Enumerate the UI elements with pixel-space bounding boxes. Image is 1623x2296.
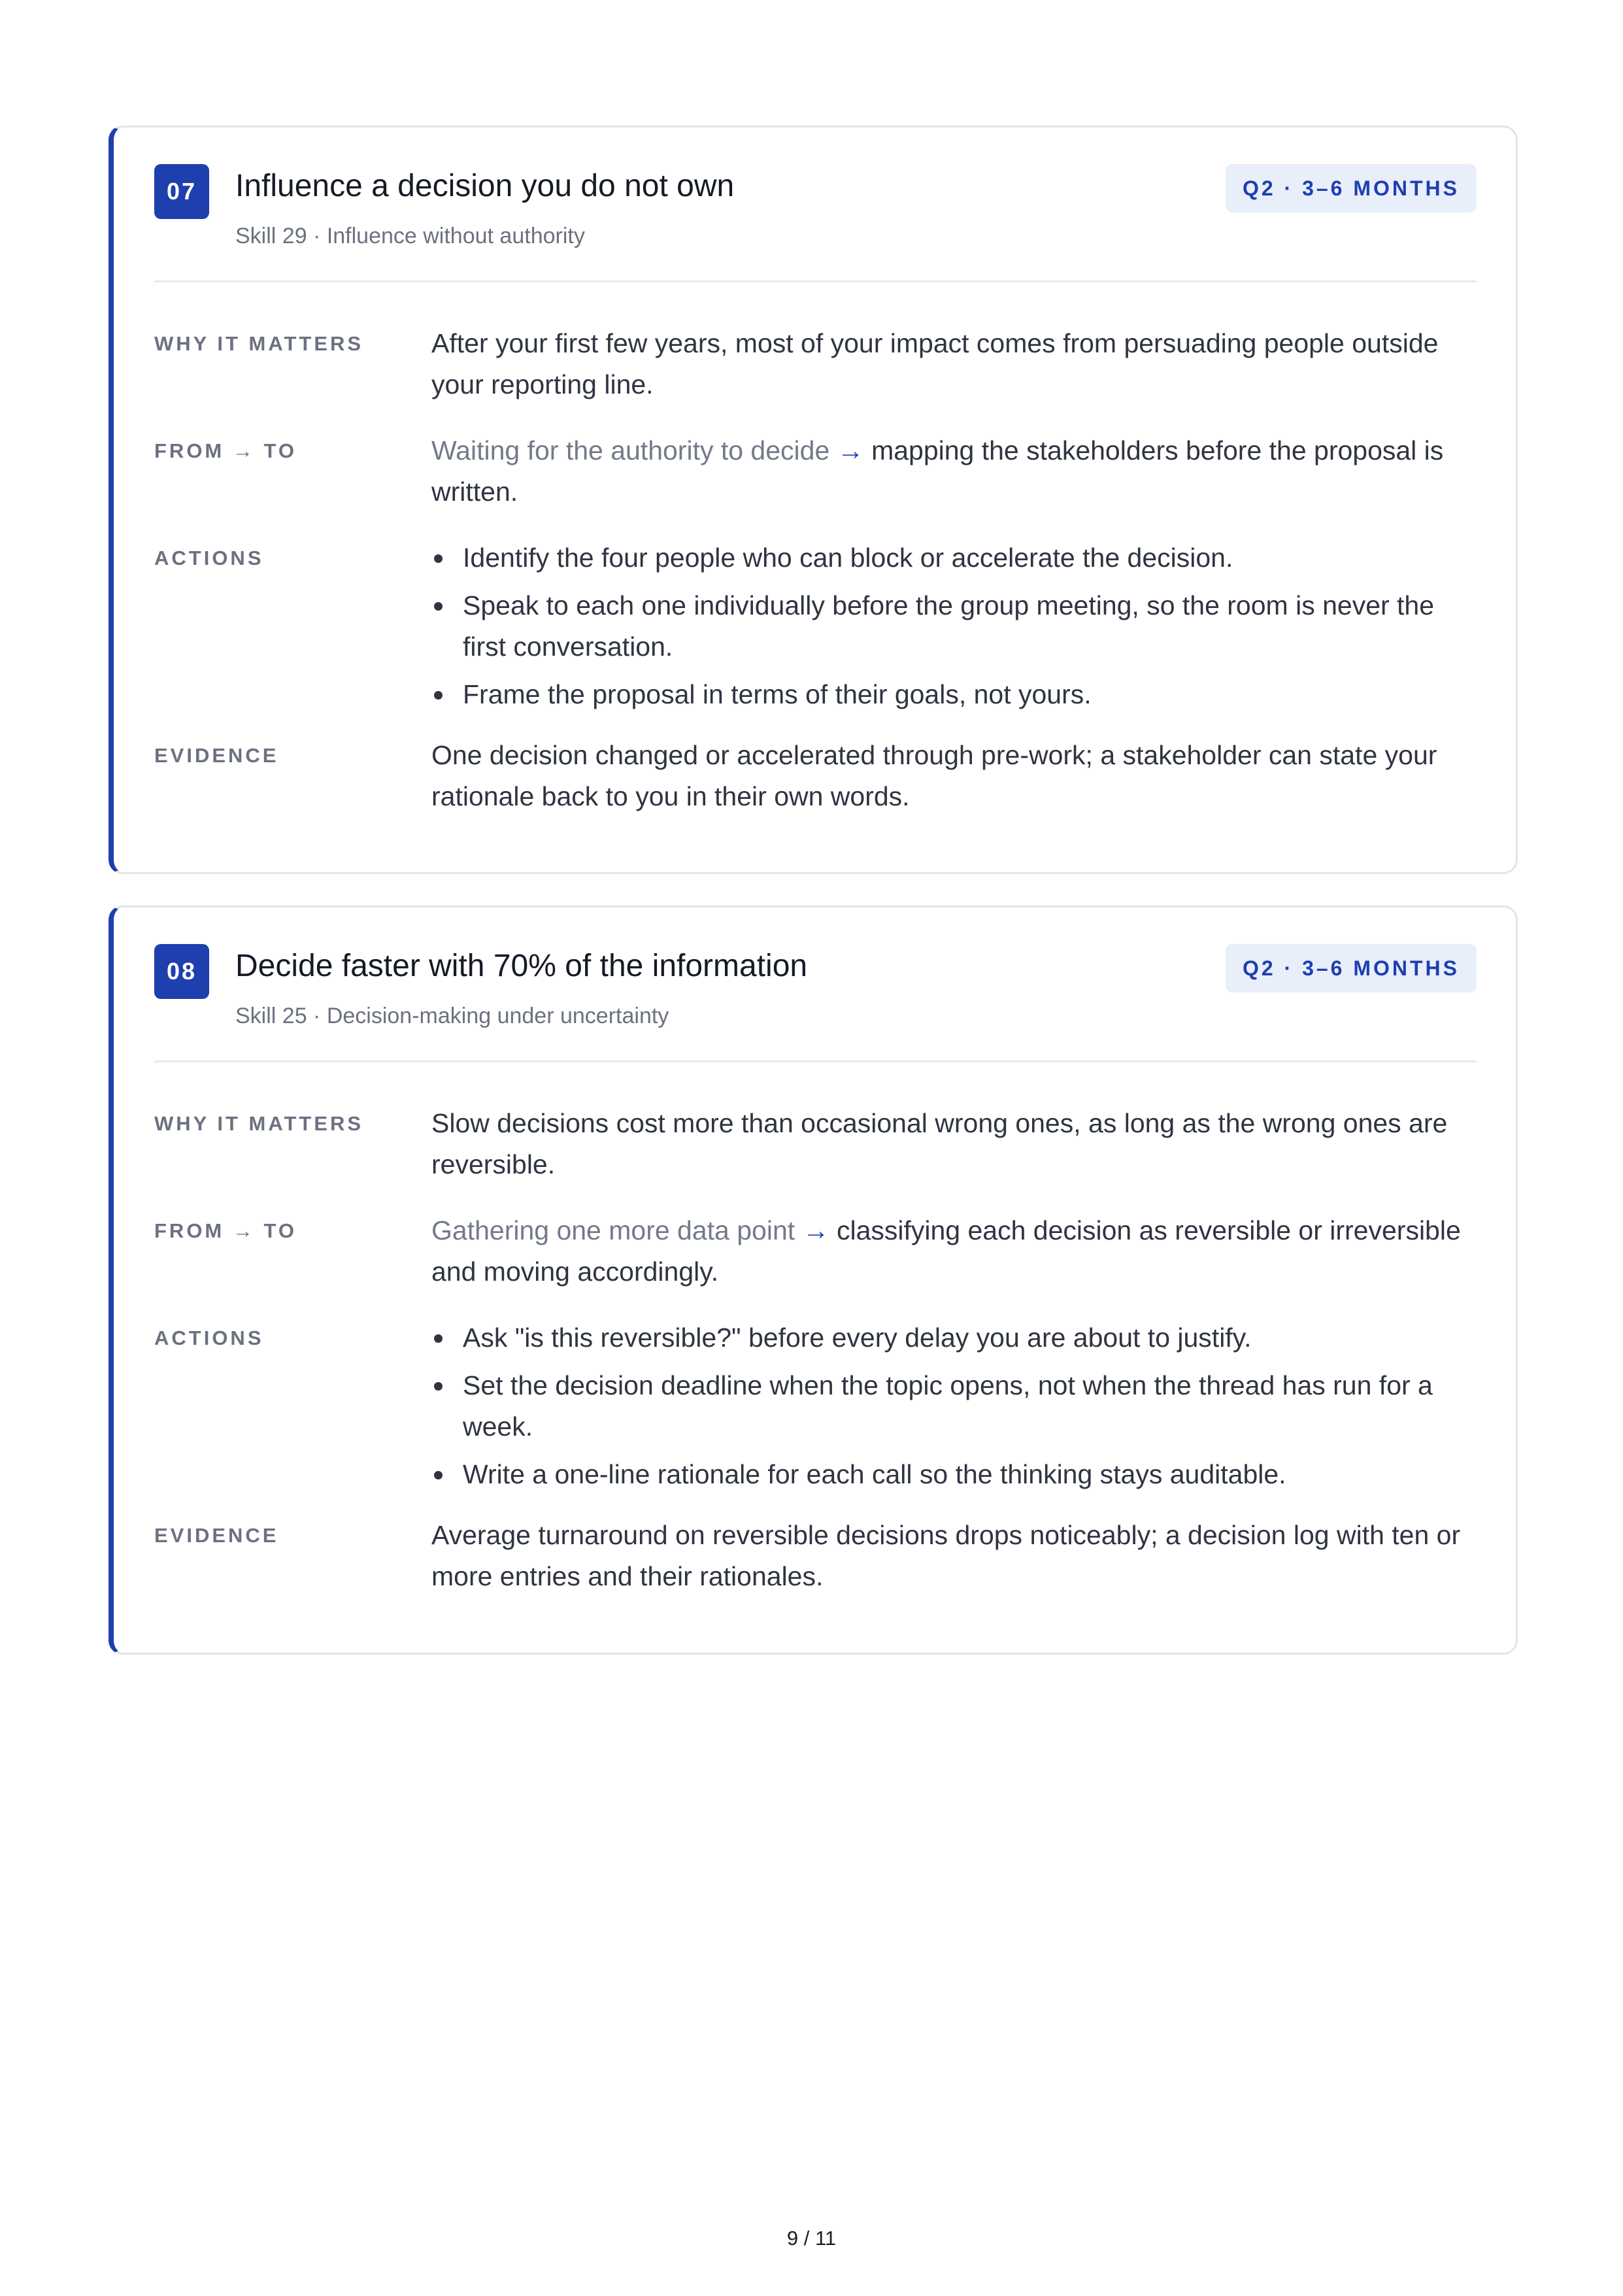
from-text: Waiting for the authority to decide bbox=[431, 435, 830, 465]
card-subtitle: Skill 29 · Influence without authority bbox=[235, 224, 585, 248]
action-item: Frame the proposal in terms of their goals, not yours. bbox=[431, 674, 1477, 715]
actions-label: ACTIONS bbox=[154, 1326, 264, 1349]
actions-section bbox=[154, 537, 1477, 715]
card-subtitle: Skill 25 · Decision-making under uncertainty bbox=[235, 1004, 669, 1028]
why-text: After your first few years, most of your impact comes from persuading people outside your reporting line. bbox=[431, 328, 1439, 399]
card-title: Influence a decision you do not own bbox=[235, 169, 735, 203]
action-item: Identify the four people who can block or accelerate the decision. bbox=[431, 537, 1477, 579]
arrow-right-icon: → bbox=[802, 1215, 829, 1245]
why-it-matters-section bbox=[154, 1103, 1477, 1185]
evidence-section bbox=[154, 1515, 1477, 1597]
evidence-text: One decision changed or accelerated through pre-work; a stakeholder can state your rationale back to you in their own words. bbox=[431, 740, 1437, 811]
skill-number-badge: 08 bbox=[154, 944, 209, 999]
why-label: WHY IT MATTERS bbox=[154, 332, 364, 355]
why-text: Slow decisions cost more than occasional wrong ones, as long as the wrong ones are reversible. bbox=[431, 1108, 1448, 1179]
timeline-badge: Q2 · 3–6 MONTHS bbox=[1226, 944, 1477, 992]
actions-section bbox=[154, 1317, 1477, 1495]
from-text: Gathering one more data point bbox=[431, 1215, 795, 1245]
card-header bbox=[154, 164, 1477, 282]
actions-label: ACTIONS bbox=[154, 547, 264, 569]
evidence-section bbox=[154, 735, 1477, 817]
actions-list bbox=[431, 1317, 1477, 1495]
from-to-text bbox=[431, 430, 1477, 513]
why-it-matters-section bbox=[154, 323, 1477, 405]
action-item: Write a one-line rationale for each call so the thinking stays auditable. bbox=[431, 1454, 1477, 1495]
arrow-right-icon: → bbox=[837, 435, 864, 465]
evidence-label: EVIDENCE bbox=[154, 744, 279, 767]
why-label: WHY IT MATTERS bbox=[154, 1112, 364, 1135]
card-header bbox=[154, 944, 1477, 1062]
from-to-label: FROM → TO bbox=[154, 1219, 297, 1242]
actions-list bbox=[431, 537, 1477, 715]
action-item: Ask "is this reversible?" before every delay you are about to justify. bbox=[431, 1317, 1477, 1359]
skill-card-07 bbox=[109, 126, 1518, 874]
skill-number-badge: 07 bbox=[154, 164, 209, 219]
from-to-section bbox=[154, 430, 1477, 513]
to-text: classifying each decision as reversible or irreversible and moving accordingly. bbox=[431, 1215, 1461, 1287]
card-title: Decide faster with 70% of the information bbox=[235, 949, 808, 983]
action-item: Speak to each one individually before the group meeting, so the room is never the first conversation. bbox=[431, 585, 1477, 667]
from-to-label: FROM → TO bbox=[154, 439, 297, 462]
page-number: 9 / 11 bbox=[786, 2227, 837, 2250]
from-to-text bbox=[431, 1210, 1477, 1292]
action-item: Set the decision deadline when the topic opens, not when the thread has run for a week. bbox=[431, 1365, 1477, 1447]
from-to-section bbox=[154, 1210, 1477, 1292]
skill-card-08 bbox=[109, 905, 1518, 1655]
evidence-label: EVIDENCE bbox=[154, 1524, 279, 1547]
to-text: mapping the stakeholders before the proposal is written. bbox=[431, 435, 1444, 507]
evidence-text: Average turnaround on reversible decisions drops noticeably; a decision log with ten or more entries and their rationales. bbox=[431, 1520, 1461, 1591]
timeline-badge: Q2 · 3–6 MONTHS bbox=[1226, 164, 1477, 212]
